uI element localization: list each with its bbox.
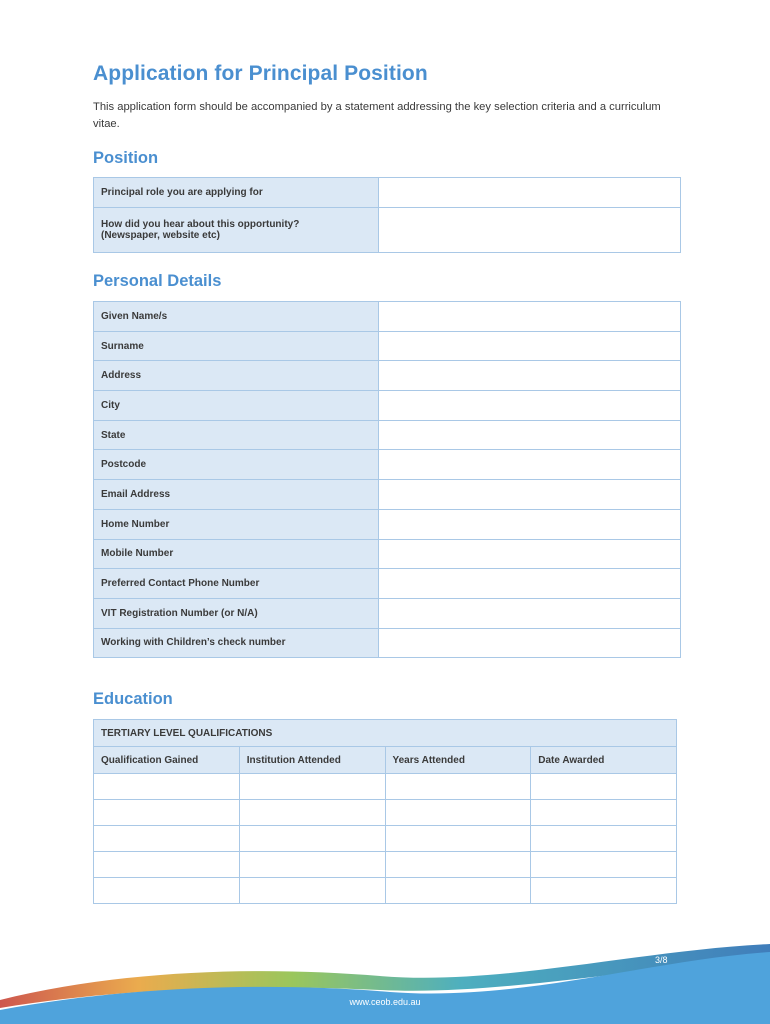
table-row bbox=[94, 450, 681, 480]
home-number-label: Home Number bbox=[94, 509, 379, 539]
address-label: Address bbox=[94, 361, 379, 391]
column-header: Years Attended bbox=[385, 747, 531, 774]
institution-cell[interactable] bbox=[239, 826, 385, 852]
city-label: City bbox=[94, 391, 379, 421]
email-field[interactable] bbox=[379, 480, 681, 510]
page-title: Application for Principal Position bbox=[93, 62, 428, 85]
source-label bbox=[94, 207, 379, 252]
postcode-field[interactable] bbox=[379, 450, 681, 480]
institution-cell[interactable] bbox=[239, 852, 385, 878]
table-row bbox=[94, 420, 681, 450]
table-header-row bbox=[94, 720, 677, 747]
personal-heading: Personal Details bbox=[93, 272, 222, 290]
preferred-phone-label: Preferred Contact Phone Number bbox=[94, 569, 379, 599]
qualification-cell[interactable] bbox=[94, 826, 240, 852]
qualification-cell[interactable] bbox=[94, 852, 240, 878]
column-header-row bbox=[94, 747, 677, 774]
source-field[interactable] bbox=[379, 207, 681, 252]
table-row bbox=[94, 331, 681, 361]
column-header: Qualification Gained bbox=[94, 747, 240, 774]
source-label-line1: How did you hear about this opportunity? bbox=[101, 218, 300, 230]
address-field[interactable] bbox=[379, 361, 681, 391]
state-label: State bbox=[94, 420, 379, 450]
mobile-number-field[interactable] bbox=[379, 539, 681, 569]
table-row bbox=[94, 826, 677, 852]
surname-label: Surname bbox=[94, 331, 379, 361]
education-heading: Education bbox=[93, 690, 173, 708]
role-label: Principal role you are applying for bbox=[94, 178, 379, 208]
qualification-cell[interactable] bbox=[94, 774, 240, 800]
table-row bbox=[94, 509, 681, 539]
years-cell[interactable] bbox=[385, 774, 531, 800]
table-row bbox=[94, 480, 681, 510]
table-row bbox=[94, 852, 677, 878]
wwc-check-label: Working with Children’s check number bbox=[94, 628, 379, 658]
institution-cell[interactable] bbox=[239, 774, 385, 800]
table-row bbox=[94, 361, 681, 391]
years-cell[interactable] bbox=[385, 826, 531, 852]
email-label: Email Address bbox=[94, 480, 379, 510]
website-link[interactable]: www.ceob.edu.au bbox=[349, 997, 421, 1007]
given-name-label: Given Name/s bbox=[94, 302, 379, 332]
qualification-cell[interactable] bbox=[94, 800, 240, 826]
table-row bbox=[94, 774, 677, 800]
table-row bbox=[94, 569, 681, 599]
date-awarded-cell[interactable] bbox=[531, 774, 677, 800]
table-row bbox=[94, 878, 677, 904]
given-name-field[interactable] bbox=[379, 302, 681, 332]
column-header: Institution Attended bbox=[239, 747, 385, 774]
date-awarded-cell[interactable] bbox=[531, 878, 677, 904]
table-row bbox=[94, 391, 681, 421]
years-cell[interactable] bbox=[385, 852, 531, 878]
date-awarded-cell[interactable] bbox=[531, 852, 677, 878]
years-cell[interactable] bbox=[385, 878, 531, 904]
table-row bbox=[94, 207, 681, 252]
institution-cell[interactable] bbox=[239, 800, 385, 826]
table-row bbox=[94, 178, 681, 208]
city-field[interactable] bbox=[379, 391, 681, 421]
role-field[interactable] bbox=[379, 178, 681, 208]
position-heading: Position bbox=[93, 149, 159, 167]
position-table bbox=[93, 177, 681, 253]
table-row bbox=[94, 598, 681, 628]
surname-field[interactable] bbox=[379, 331, 681, 361]
footer-wave-graphic bbox=[0, 930, 770, 1024]
table-row bbox=[94, 539, 681, 569]
personal-table bbox=[93, 301, 681, 658]
table-row bbox=[94, 302, 681, 332]
state-field[interactable] bbox=[379, 420, 681, 450]
qualification-cell[interactable] bbox=[94, 878, 240, 904]
tertiary-qualifications-title: TERTIARY LEVEL QUALIFICATIONS bbox=[94, 720, 677, 747]
page-number: 3/8 bbox=[655, 955, 668, 965]
source-label-line2: (Newspaper, website etc) bbox=[101, 229, 220, 241]
intro-text: This application form should be accompanied by a statement addressing the key selection criteria and a curriculum vitae. bbox=[93, 101, 661, 130]
column-header: Date Awarded bbox=[531, 747, 677, 774]
date-awarded-cell[interactable] bbox=[531, 800, 677, 826]
mobile-number-label: Mobile Number bbox=[94, 539, 379, 569]
education-table bbox=[93, 719, 677, 904]
postcode-label: Postcode bbox=[94, 450, 379, 480]
vit-number-label: VIT Registration Number (or N/A) bbox=[94, 598, 379, 628]
years-cell[interactable] bbox=[385, 800, 531, 826]
vit-number-field[interactable] bbox=[379, 598, 681, 628]
home-number-field[interactable] bbox=[379, 509, 681, 539]
table-row bbox=[94, 628, 681, 658]
date-awarded-cell[interactable] bbox=[531, 826, 677, 852]
institution-cell[interactable] bbox=[239, 878, 385, 904]
preferred-phone-field[interactable] bbox=[379, 569, 681, 599]
table-row bbox=[94, 800, 677, 826]
wwc-check-field[interactable] bbox=[379, 628, 681, 658]
